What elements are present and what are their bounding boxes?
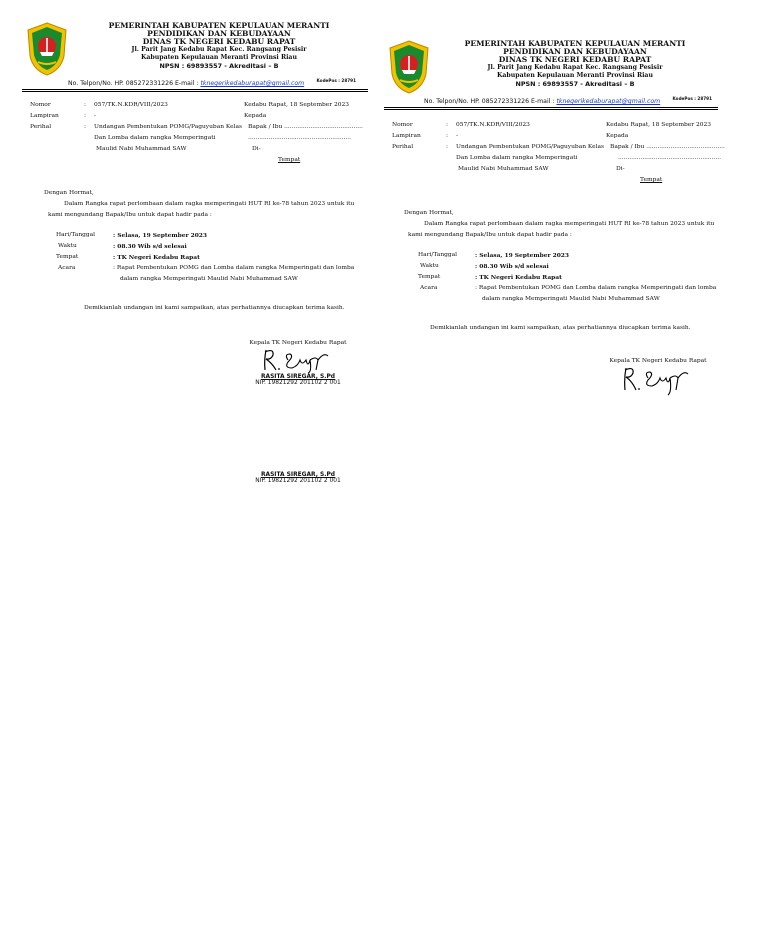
acara-label: Acara bbox=[58, 265, 76, 271]
waktu-value: : 08.30 Wib s/d selesai bbox=[113, 243, 187, 250]
recipient: Bapak / Ibu .......................................... bbox=[248, 124, 363, 130]
recipient: Bapak / Ibu .......................................... bbox=[610, 144, 725, 150]
recipient-dots: ....................................................... bbox=[248, 135, 351, 141]
nomor-value: 057/TK.N.KDR/VIII/2023 bbox=[456, 122, 530, 128]
lampiran-value: - bbox=[94, 113, 96, 119]
handwritten-signature bbox=[618, 364, 698, 396]
di-label: Di- bbox=[616, 166, 625, 172]
signature-block-left-repeat bbox=[236, 472, 360, 484]
regency-emblem-icon bbox=[388, 40, 430, 94]
hari-value: : Selasa, 19 September 2023 bbox=[475, 252, 570, 259]
hari-label: Hari/Tanggal bbox=[56, 232, 96, 238]
letter-date: Kedabu Rapat, 18 September 2023 bbox=[244, 102, 349, 108]
letterhead-npsn: NPSN : 69893557 - Akreditasi – B bbox=[515, 80, 635, 88]
signature-block-right bbox=[596, 358, 720, 396]
letterhead-region: Kabupaten Kepulauan Meranti Provinsi Riau bbox=[497, 72, 653, 79]
handwritten-signature bbox=[258, 346, 338, 374]
lampiran-label: Lampiran bbox=[30, 113, 59, 119]
acara-value-line1: : Rapat Pembentukan POMG dan Lomba dalam rangka Memperingati dan lomba bbox=[475, 285, 717, 291]
waktu-value: : 08.30 Wib s/d selesai bbox=[475, 263, 549, 270]
greeting: Dengan Hormat, bbox=[44, 190, 94, 196]
letterhead-rule bbox=[22, 89, 368, 92]
tempat-detail-label: Tempat bbox=[56, 254, 79, 260]
letter-body: Nomor : 057/TK.N.KDR/VIII/2023 Kedabu Rapat, 18 September 2023 Lampiran : - Kepada Perihal : Undangan Pembentukan POMG/Paguyuban Kelas Bapak / Ibu .......................................... Dan Lomba dalam rangka Memperingati ....................................................... Maulid Nabi Muhammad SAW Di- Tempat Dengan Hormat, Dalam Rangka rapat perlombaan dalam ragka memperingati HUT RI ke-78 tahun 2023 untuk itu kami mengundang Bapak/Ibu untuk dapat hadir pada : Hari/Tanggal : Selasa, 19 September 2023 Waktu : 08.30 Wib s/d selesai Tempat : TK Negeri Kedabu Rapat Acara : Rapat Pembentukan POMG dan Lomba dalam rangka Memperingati dan lomba dalam rangka Memperingati Maulid Nabi Muhammad SAW Demikianlah undangan ini kami sampaikan, atas perhatiannya diucapkan terima kasih. bbox=[22, 100, 368, 314]
letter-date: Kedabu Rapat, 18 September 2023 bbox=[606, 122, 711, 128]
closing-text: Demikianlah undangan ini kami sampaikan, atas perhatiannya diucapkan terima kasih. bbox=[84, 305, 345, 311]
acara-value-line2: dalam rangka Memperingati Maulid Nabi Muhammad SAW bbox=[482, 296, 660, 302]
paragraph-line2: kami mengundang Bapak/Ibu untuk dapat hadir pada : bbox=[48, 212, 212, 218]
letter-left bbox=[22, 18, 368, 314]
postal-code: KodePos : 28791 bbox=[316, 78, 356, 83]
postal-code: KodePos : 28791 bbox=[672, 96, 712, 101]
letter-body: Nomor : 057/TK.N.KDR/VIII/2023 Kedabu Rapat, 18 September 2023 Lampiran : - Kepada Perihal : Undangan Pembentukan POMG/Paguyuban Kelas Bapak / Ibu .......................................... Dan Lomba dalam rangka Memperingati ....................................................... Maulid Nabi Muhammad SAW Di- Tempat Dengan Hormat, Dalam Rangka rapat perlombaan dalam ragka memperingati HUT RI ke-78 tahun 2023 untuk itu kami mengundang Bapak/Ibu untuk dapat hadir pada : Hari/Tanggal : Selasa, 19 September 2023 Waktu : 08.30 Wib s/d selesai Tempat : TK Negeri Kedabu Rapat Acara : Rapat Pembentukan POMG dan Lomba dalam rangka Memperingati dan lomba dalam rangka Memperingati Maulid Nabi Muhammad SAW Demikianlah undangan ini kami sampaikan, atas perhatiannya diucapkan terima kasih. bbox=[384, 120, 718, 334]
tempat-detail-value: : TK Negeri Kedabu Rapat bbox=[113, 254, 200, 261]
signature-block-left bbox=[236, 340, 360, 386]
letterhead-department: PENDIDIKAN DAN KEBUDAYAAN bbox=[147, 29, 291, 38]
recipient-dots: ....................................................... bbox=[618, 155, 721, 161]
letterhead-school: DINAS TK NEGERI KEDABU RAPAT bbox=[498, 55, 652, 64]
signer-title: Kepala TK Negeri Kedabu Rapat bbox=[609, 358, 707, 364]
perihal-line2: Dan Lomba dalam rangka Memperingati bbox=[94, 135, 216, 141]
letterhead-government: PEMERINTAH KABUPATEN KEPULAUAN MERANTI bbox=[108, 21, 330, 30]
acara-value-line2: dalam rangka Memperingati Maulid Nabi Muhammad SAW bbox=[120, 276, 298, 282]
tempat-detail-value: : TK Negeri Kedabu Rapat bbox=[475, 274, 562, 281]
perihal-line1: Undangan Pembentukan POMG/Paguyuban Kelas bbox=[94, 124, 243, 130]
letterhead bbox=[22, 18, 368, 90]
waktu-label: Waktu bbox=[420, 263, 439, 269]
letterhead-npsn: NPSN : 69893557 - Akreditasi – B bbox=[159, 62, 279, 70]
kepada-label: Kepada bbox=[606, 133, 629, 139]
paragraph-line1: Dalam Rangka rapat perlombaan dalam ragka memperingati HUT RI ke-78 tahun 2023 untuk itu bbox=[64, 201, 355, 207]
acara-label: Acara bbox=[420, 285, 438, 291]
signer-nip: NIP. 19821292 201102 2 001 bbox=[255, 380, 341, 386]
letterhead-government: PEMERINTAH KABUPATEN KEPULAUAN MERANTI bbox=[464, 39, 686, 48]
signer-name: RASITA SIREGAR, S.Pd bbox=[260, 374, 336, 380]
nomor-value: 057/TK.N.KDR/VIII/2023 bbox=[94, 102, 168, 108]
signer-nip-repeat: NIP. 19821292 201102 2 001 bbox=[255, 478, 341, 484]
perihal-label: Perihal bbox=[392, 144, 414, 150]
email-link[interactable]: tknegerikedaburapat@gmail.com bbox=[200, 80, 305, 87]
letterhead-address: Jl. Parit Jang Kedabu Rapat Kec. Rangsang Pesisir bbox=[487, 64, 663, 71]
kepada-label: Kepada bbox=[244, 113, 267, 119]
tempat-detail-label: Tempat bbox=[418, 274, 441, 280]
letterhead-region: Kabupaten Kepulauan Meranti Provinsi Riau bbox=[141, 54, 297, 61]
perihal-line2: Dan Lomba dalam rangka Memperingati bbox=[456, 155, 578, 161]
email-link[interactable]: tknegerikedaburapat@gmail.com bbox=[556, 98, 661, 105]
hari-label: Hari/Tanggal bbox=[418, 252, 458, 258]
nomor-label: Nomor bbox=[30, 102, 51, 108]
di-label: Di- bbox=[252, 146, 261, 152]
acara-value-line1: : Rapat Pembentukan POMG dan Lomba dalam rangka Memperingati dan lomba bbox=[113, 265, 355, 271]
letterhead-contact: No. Telpon/No. HP. 085272331226 E-mail : tknegerikedaburapat@gmail.com bbox=[68, 80, 305, 87]
nomor-label: Nomor bbox=[392, 122, 413, 128]
signer-title: Kepala TK Negeri Kedabu Rapat bbox=[249, 340, 347, 346]
letterhead-copy bbox=[384, 36, 718, 108]
letterhead-contact: No. Telpon/No. HP. 085272331226 E-mail : tknegerikedaburapat@gmail.com bbox=[424, 98, 661, 105]
paragraph-line1: Dalam Rangka rapat perlombaan dalam ragka memperingati HUT RI ke-78 tahun 2023 untuk itu bbox=[424, 221, 715, 227]
perihal-line3: Maulid Nabi Muhammad SAW bbox=[458, 166, 549, 172]
perihal-label: Perihal bbox=[30, 124, 52, 130]
tempat-label: Tempat bbox=[640, 177, 663, 183]
hari-value: : Selasa, 19 September 2023 bbox=[113, 232, 208, 239]
regency-emblem-icon bbox=[26, 22, 68, 76]
letter-right bbox=[384, 36, 725, 334]
letterhead-school: DINAS TK NEGERI KEDABU RAPAT bbox=[142, 37, 296, 46]
greeting: Dengan Hormat, bbox=[404, 210, 454, 216]
perihal-line1: Undangan Pembentukan POMG/Paguyuban Kelas bbox=[456, 144, 605, 150]
paragraph-line2: kami mengundang Bapak/Ibu untuk dapat hadir pada : bbox=[408, 232, 572, 238]
lampiran-label: Lampiran bbox=[392, 133, 421, 139]
letterhead-department: PENDIDIKAN DAN KEBUDAYAAN bbox=[503, 47, 647, 56]
waktu-label: Waktu bbox=[58, 243, 77, 249]
signer-name-repeat: RASITA SIREGAR, S.Pd bbox=[260, 472, 336, 478]
letterhead-address: Jl. Parit Jang Kedabu Rapat Kec. Rangsang Pesisir bbox=[131, 46, 307, 53]
closing-text: Demikianlah undangan ini kami sampaikan, atas perhatiannya diucapkan terima kasih. bbox=[430, 325, 691, 331]
tempat-label: Tempat bbox=[278, 157, 301, 163]
letterhead-rule bbox=[384, 107, 718, 110]
lampiran-value: - bbox=[456, 133, 458, 139]
perihal-line3: Maulid Nabi Muhammad SAW bbox=[96, 146, 187, 152]
